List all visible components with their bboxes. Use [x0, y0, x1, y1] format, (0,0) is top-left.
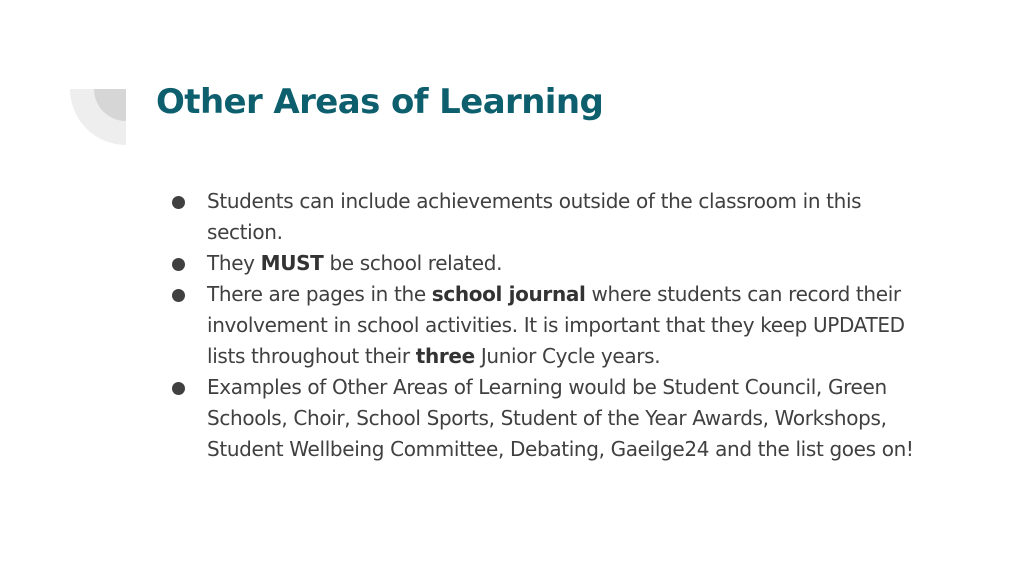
bullet-text-end: Junior Cycle years.: [474, 344, 661, 368]
bullet-item: [207, 248, 942, 279]
bullet-text-end: be school related.: [323, 251, 503, 275]
bullet-text: Students can include achievements outside of the classroom in this section.: [207, 189, 862, 244]
bullet-dot-icon: [172, 196, 185, 209]
bullet-item: [207, 372, 942, 465]
bullet-list: [207, 186, 942, 465]
quarter-circle-decoration-icon: [70, 89, 126, 145]
bullet-text-middle: where students can record their involvement in school activities. It is important that they keep UPDATED lists throughout their: [207, 282, 905, 368]
bullet-dot-icon: [172, 258, 185, 271]
slide-title: Other Areas of Learning: [156, 82, 604, 122]
bullet-dot-icon: [172, 289, 185, 302]
bullet-dot-icon: [172, 382, 185, 395]
bullet-text-bold: school journal: [431, 282, 586, 306]
bullet-text-start: There are pages in the: [207, 282, 432, 306]
bullet-text: Examples of Other Areas of Learning would be Student Council, Green Schools, Choir, School Sports, Student of the Year Awards, Workshops, Student Wellbeing Committee, Debating, Gaeilge24 and the list goes on!: [207, 375, 914, 461]
bullet-text-bold: three: [415, 344, 475, 368]
bullet-text-start: They: [207, 251, 261, 275]
bullet-item: [207, 279, 942, 372]
bullet-text-bold: MUST: [260, 251, 324, 275]
bullet-item: [207, 186, 942, 248]
